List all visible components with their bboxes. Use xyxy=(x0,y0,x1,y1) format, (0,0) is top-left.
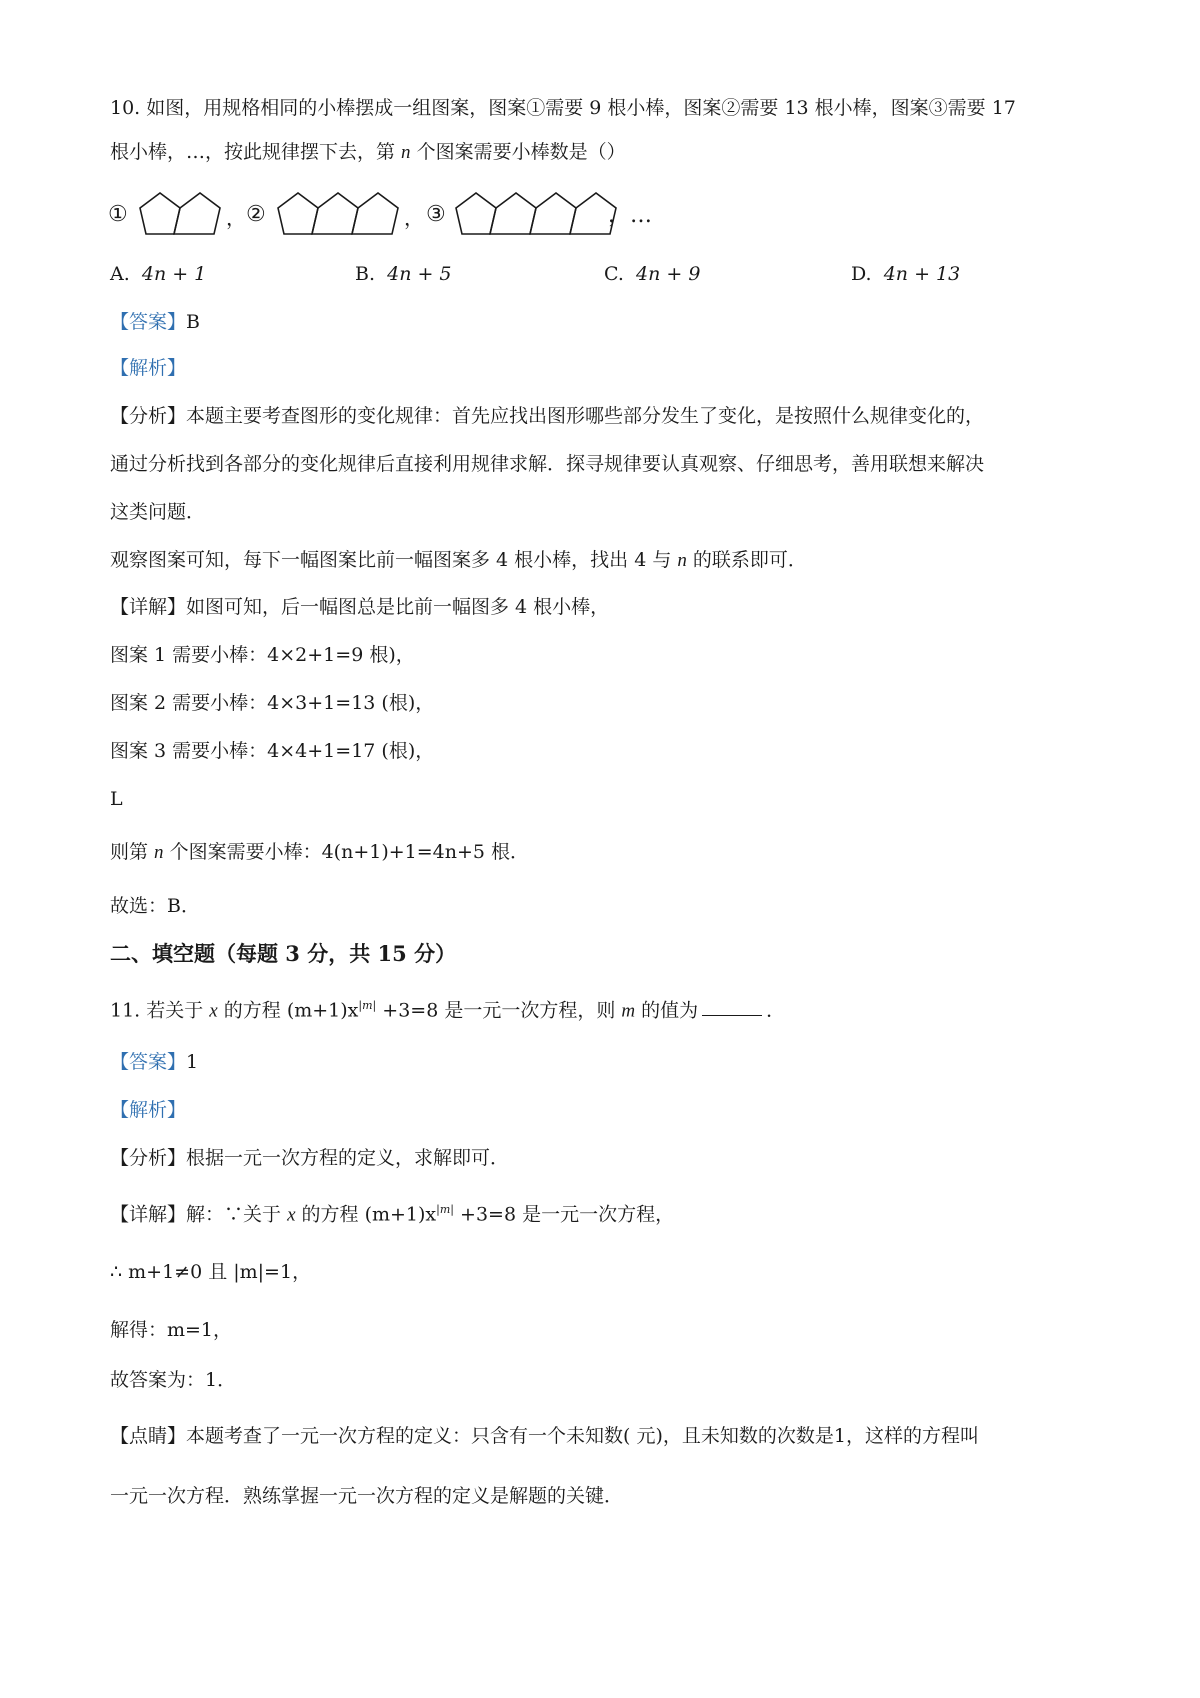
q10-general: 则第 n 个图案需要小棒：4(n+1)+1=4n+5 根． xyxy=(110,841,530,863)
q10-stem-line1: 10. 如图，用规格相同的小棒摆成一组图案，图案①需要 9 根小棒，图案②需要 13 根小棒，图案③需要 17 xyxy=(110,97,1016,119)
q11-dianjing-line2: 一元一次方程．熟练掌握一元一次方程的定义是解题的关键． xyxy=(110,1485,624,1507)
option-a: A. 4n + 1 xyxy=(110,263,207,285)
q11-stem: 11. 若关于 x 的方程 $(m+1)x^{|m|} +3=8$ 是一元一次方程，则 m 的值为 ． xyxy=(110,999,786,1022)
q10-analysis-tag: 【解析】 xyxy=(110,357,187,379)
q10-stem-line2: 根小棒，…，按此规律摆下去，第 n 个图案需要小棒数是（） xyxy=(110,141,626,163)
q10-fenxi-line2: 通过分析找到各部分的变化规律后直接利用规律求解．探寻规律要认真观察、仔细思考，善用联想来解决 xyxy=(110,453,985,475)
section2-title: 二、填空题（每题 3 分，共 15 分） xyxy=(110,941,457,966)
option-c: C. 4n + 9 xyxy=(604,263,701,285)
q10-pattern2: 图案 2 需要小棒：4×3+1=13 (根)， xyxy=(110,692,435,714)
q11-solve: 解得：m=1， xyxy=(110,1319,233,1341)
q10-observe: 观察图案可知，每下一幅图案比前一幅图案多 4 根小棒，找出 4 与 n 的联系即可． xyxy=(110,549,807,571)
pentagon-pattern-figure: ① ， ② ， ③ ，… xyxy=(108,184,628,254)
q11-therefore: ∴ m+1≠0 且 |m|=1， xyxy=(110,1261,312,1283)
option-d: D. 4n + 13 xyxy=(851,263,961,285)
q10-answer: 【答案】B xyxy=(110,311,200,333)
pattern-2-icon xyxy=(272,184,412,248)
option-b: B. 4n + 5 xyxy=(355,263,452,285)
q11-final: 故答案为：1． xyxy=(110,1369,237,1391)
q10-fenxi-line3: 这类问题． xyxy=(110,501,206,523)
pattern-3-icon xyxy=(450,184,625,248)
pattern-1-label: ① xyxy=(108,202,128,227)
q11-answer: 【答案】1 xyxy=(110,1051,199,1073)
q11-xiangjie: 【详解】解：∵关于 x 的方程 $(m+1)x^{|m|} +3=8$ 是一元一次方程， xyxy=(110,1203,675,1226)
pattern-ellipsis: ，… xyxy=(608,203,653,228)
q11-dianjing-line1: 【点睛】本题考查了一元一次方程的定义：只含有一个未知数( 元)，且未知数的次数是1，这样的方程叫 xyxy=(110,1425,979,1447)
pattern-2-label: ② xyxy=(246,202,266,227)
q10-choose: 故选：B． xyxy=(110,895,200,917)
q10-pattern1: 图案 1 需要小棒：4×2+1=9 根)， xyxy=(110,644,415,666)
answer-blank xyxy=(702,997,762,1016)
pattern-3-label: ③ xyxy=(426,202,446,227)
q10-xiangjie: 【详解】如图可知，后一幅图总是比前一幅图多 4 根小棒， xyxy=(110,596,610,618)
pattern-1-icon xyxy=(134,184,234,248)
q11-analysis-tag: 【解析】 xyxy=(110,1099,187,1121)
q11-fenxi: 【分析】根据一元一次方程的定义，求解即可． xyxy=(110,1147,510,1169)
q10-pattern3: 图案 3 需要小棒：4×4+1=17 (根)， xyxy=(110,740,435,762)
q10-fenxi-line1: 【分析】本题主要考查图形的变化规律：首先应找出图形哪些部分发生了变化，是按照什么规律变化的， xyxy=(110,405,985,427)
q10-dots: L xyxy=(110,788,123,810)
